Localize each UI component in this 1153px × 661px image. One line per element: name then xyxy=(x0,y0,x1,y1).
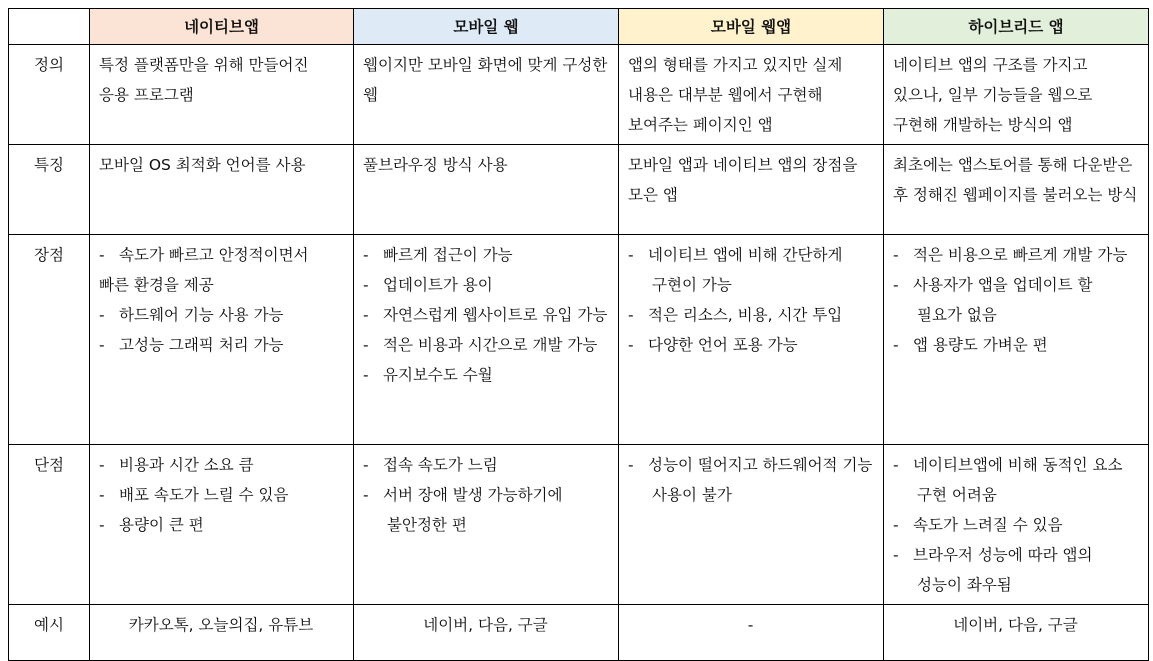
list-item xyxy=(893,270,1138,330)
list-item xyxy=(99,510,343,540)
app-comparison-table xyxy=(8,8,1149,661)
list-item xyxy=(99,450,343,480)
col-header-mobile-web: 모바일 웹 xyxy=(354,9,619,45)
list-item-text: 빠르게 접근이 가능 xyxy=(383,246,513,264)
list-item-text: 업데이트가 용이 xyxy=(383,276,493,294)
bullet-dash: - xyxy=(893,246,899,264)
row-label-feature: 특징 xyxy=(9,145,90,235)
bullet-dash: - xyxy=(99,306,105,324)
list-item xyxy=(628,450,873,510)
example-mobile-web: 네이버, 다음, 구글 xyxy=(354,605,619,661)
list-item xyxy=(363,450,608,480)
list-item-text: 네이티브 앱에 비해 간단하게 구현이 가능 xyxy=(648,246,843,294)
list-item-text: 브라우저 성능에 따라 앱의 성능이 좌우됨 xyxy=(913,546,1093,594)
list-item-text: 적은 리소스, 비용, 시간 투입 xyxy=(648,306,843,324)
bullet-dash: - xyxy=(893,516,899,534)
list-item xyxy=(893,510,1138,540)
row-feature xyxy=(9,145,1149,235)
corner-cell xyxy=(9,9,90,45)
list-item xyxy=(628,240,873,300)
list-item xyxy=(99,480,343,510)
list-item xyxy=(363,240,608,270)
row-example xyxy=(9,605,1149,661)
bullet-dash: - xyxy=(628,306,634,324)
list-item xyxy=(893,450,1138,510)
list-item xyxy=(893,240,1138,270)
pros-native xyxy=(90,235,354,445)
list-item-text: 적은 비용과 시간으로 개발 가능 xyxy=(383,336,598,354)
list-item xyxy=(363,480,608,540)
bullet-dash: - xyxy=(363,336,369,354)
list-item-text: 성능이 떨어지고 하드웨어적 기능 사용이 불가 xyxy=(648,456,873,504)
row-label-pros: 장점 xyxy=(9,235,90,445)
pros-mobile-webapp xyxy=(619,235,884,445)
list-item-text: 자연스럽게 웹사이트로 유입 가능 xyxy=(383,306,608,324)
row-label-example: 예시 xyxy=(9,605,90,661)
col-header-hybrid: 하이브리드 앱 xyxy=(884,9,1149,45)
list-item xyxy=(363,300,608,330)
example-mobile-webapp: - xyxy=(619,605,884,661)
list-item-text: 서버 장애 발생 가능하기에 불안정한 편 xyxy=(383,486,563,534)
feature-hybrid: 최초에는 앱스토어를 통해 다운받은 후 정해진 웹페이지를 불러오는 방식 xyxy=(884,145,1149,235)
list-item-text: 앱 용량도 가벼운 편 xyxy=(913,336,1048,354)
bullet-dash: - xyxy=(628,336,634,354)
definition-native: 특정 플랫폼만을 위해 만들어진 응용 프로그램 xyxy=(90,45,354,145)
list-item-text: 속도가 빠르고 안정적이면서 빠른 환경을 제공 xyxy=(99,246,309,294)
row-pros xyxy=(9,235,1149,445)
list-item-text: 적은 비용으로 빠르게 개발 가능 xyxy=(913,246,1128,264)
list-item-text: 유지보수도 수월 xyxy=(383,366,493,384)
bullet-dash: - xyxy=(99,516,105,534)
list-item-text: 하드웨어 기능 사용 가능 xyxy=(119,306,284,324)
list-item-text: 속도가 느려질 수 있음 xyxy=(913,516,1063,534)
example-native: 카카오톡, 오늘의집, 유튜브 xyxy=(90,605,354,661)
row-label-cons: 단점 xyxy=(9,445,90,605)
bullet-dash: - xyxy=(363,306,369,324)
cons-native xyxy=(90,445,354,605)
list-item-text: 네이티브앱에 비해 동적인 요소 구현 어려움 xyxy=(913,456,1123,504)
feature-mobile-webapp: 모바일 앱과 네이티브 앱의 장점을 모은 앱 xyxy=(619,145,884,235)
bullet-dash: - xyxy=(99,246,105,264)
list-item-text: 배포 속도가 느릴 수 있음 xyxy=(119,486,289,504)
bullet-dash: - xyxy=(893,456,899,474)
list-item xyxy=(628,300,873,330)
bullet-dash: - xyxy=(363,246,369,264)
list-item xyxy=(363,360,608,390)
list-item-text: 비용과 시간 소요 큼 xyxy=(119,456,254,474)
list-item-text: 다양한 언어 포용 가능 xyxy=(648,336,798,354)
col-header-native: 네이티브앱 xyxy=(90,9,354,45)
row-label-definition: 정의 xyxy=(9,45,90,145)
definition-mobile-web: 웹이지만 모바일 화면에 맞게 구성한 웹 xyxy=(354,45,619,145)
list-item-text: 고성능 그래픽 처리 가능 xyxy=(119,336,284,354)
bullet-dash: - xyxy=(893,336,899,354)
cons-mobile-webapp xyxy=(619,445,884,605)
list-item xyxy=(99,300,343,330)
col-header-mobile-webapp: 모바일 웹앱 xyxy=(619,9,884,45)
list-item xyxy=(99,330,343,360)
list-item xyxy=(893,540,1138,600)
feature-mobile-web: 풀브라우징 방식 사용 xyxy=(354,145,619,235)
list-item xyxy=(893,330,1138,360)
cons-mobile-web xyxy=(354,445,619,605)
row-definition xyxy=(9,45,1149,145)
cons-hybrid xyxy=(884,445,1149,605)
bullet-dash: - xyxy=(893,276,899,294)
bullet-dash: - xyxy=(363,486,369,504)
list-item-text: 사용자가 앱을 업데이트 할 필요가 없음 xyxy=(913,276,1093,324)
bullet-dash: - xyxy=(628,456,634,474)
bullet-dash: - xyxy=(363,366,369,384)
list-item xyxy=(628,330,873,360)
header-row xyxy=(9,9,1149,45)
list-item-text: 용량이 큰 편 xyxy=(119,516,204,534)
feature-native: 모바일 OS 최적화 언어를 사용 xyxy=(90,145,354,235)
bullet-dash: - xyxy=(893,546,899,564)
definition-mobile-webapp: 앱의 형태를 가지고 있지만 실제 내용은 대부분 웹에서 구현해 보여주는 페이지인 앱 xyxy=(619,45,884,145)
example-hybrid: 네이버, 다음, 구글 xyxy=(884,605,1149,661)
pros-hybrid xyxy=(884,235,1149,445)
row-cons xyxy=(9,445,1149,605)
list-item-text: 접속 속도가 느림 xyxy=(383,456,498,474)
definition-hybrid: 네이티브 앱의 구조를 가지고 있으나, 일부 기능들을 웹으로 구현해 개발하는 방식의 앱 xyxy=(884,45,1149,145)
bullet-dash: - xyxy=(363,276,369,294)
bullet-dash: - xyxy=(99,456,105,474)
list-item xyxy=(363,330,608,360)
bullet-dash: - xyxy=(628,246,634,264)
pros-mobile-web xyxy=(354,235,619,445)
list-item xyxy=(99,240,343,300)
bullet-dash: - xyxy=(99,336,105,354)
bullet-dash: - xyxy=(99,486,105,504)
bullet-dash: - xyxy=(363,456,369,474)
list-item xyxy=(363,270,608,300)
